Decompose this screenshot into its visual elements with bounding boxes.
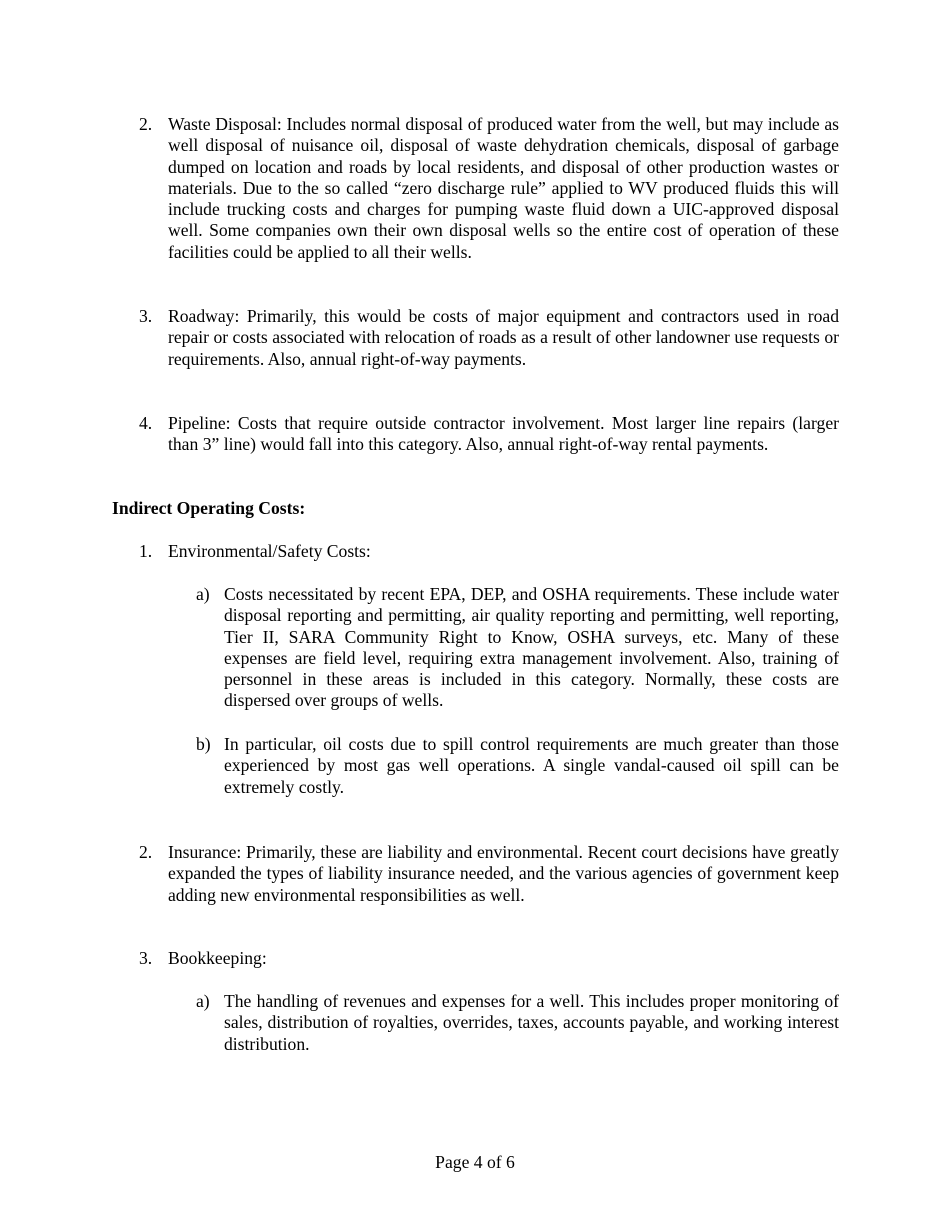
list-item-text: Insurance: Primarily, these are liability and environmental. Recent court decisions have greatly expanded the types of liability insurance needed, and the various agencies of government keep adding new environmental responsibilities as well.	[168, 842, 839, 905]
sub-item-text: The handling of revenues and expenses for a well. This includes proper monitoring of sales, distribution of royalties, overrides, taxes, accounts payable, and working interest distribution.	[224, 991, 839, 1054]
section-heading: Indirect Operating Costs:	[112, 498, 306, 518]
list-item-text: Pipeline: Costs that require outside contractor involvement. Most larger line repairs (larger than 3” line) would fall into this category. Also, annual right-of-way rental payments.	[168, 413, 839, 455]
sub-item-letter: b)	[196, 734, 211, 754]
sub-item-text: Costs necessitated by recent EPA, DEP, and OSHA requirements. These include water disposal reporting and permitting, air quality reporting and permitting, well reporting, Tier II, SARA Community Right to Know, OSHA surveys, etc. Many of these expenses are field level, requiring extra management involvement. Also, training of personnel in these areas is included in this category. Normally, these costs are dispersed over groups of wells.	[224, 584, 839, 711]
list-item-waste-disposal	[139, 114, 839, 263]
list-item-number: 2.	[139, 114, 153, 134]
sub-item-text: In particular, oil costs due to spill control requirements are much greater than those experienced by most gas well operations. A single vandal-caused oil spill can be extremely costly.	[224, 734, 839, 797]
list-item-number: 1.	[139, 541, 153, 561]
sub-item-letter: a)	[196, 991, 210, 1011]
list-item-environmental-safety	[139, 541, 839, 562]
list-item-number: 2.	[139, 842, 153, 862]
list-item-text: Environmental/Safety Costs:	[168, 541, 371, 561]
sub-item-letter: a)	[196, 584, 210, 604]
sub-item-bookkeeping-a	[196, 991, 839, 1055]
list-item-number: 3.	[139, 948, 153, 968]
list-item-text: Roadway: Primarily, this would be costs of major equipment and contractors used in road repair or costs associated with relocation of roads as a result of other landowner use requests or requirements. Also, annual right-of-way payments.	[168, 306, 839, 369]
list-item-text: Bookkeeping:	[168, 948, 267, 968]
list-item-text: Waste Disposal: Includes normal disposal of produced water from the well, but may include as well disposal of nuisance oil, disposal of waste dehydration chemicals, disposal of garbage dumped on location and roads by local residents, and disposal of other production wastes or materials. Due to the so called “zero discharge rule” applied to WV produced fluids this will include trucking costs and charges for pumping waste fluid down a UIC-approved disposal well. Some companies own their own disposal wells so the entire cost of operation of these facilities could be applied to all their wells.	[168, 114, 839, 262]
list-item-number: 3.	[139, 306, 153, 326]
list-item-number: 4.	[139, 413, 153, 433]
list-item-pipeline	[139, 413, 839, 456]
sub-item-environmental-a	[196, 584, 839, 712]
list-item-insurance	[139, 842, 839, 906]
page-number: Page 4 of 6	[435, 1152, 515, 1172]
list-item-roadway	[139, 306, 839, 370]
sub-item-environmental-b	[196, 734, 839, 798]
list-item-bookkeeping	[139, 948, 839, 969]
